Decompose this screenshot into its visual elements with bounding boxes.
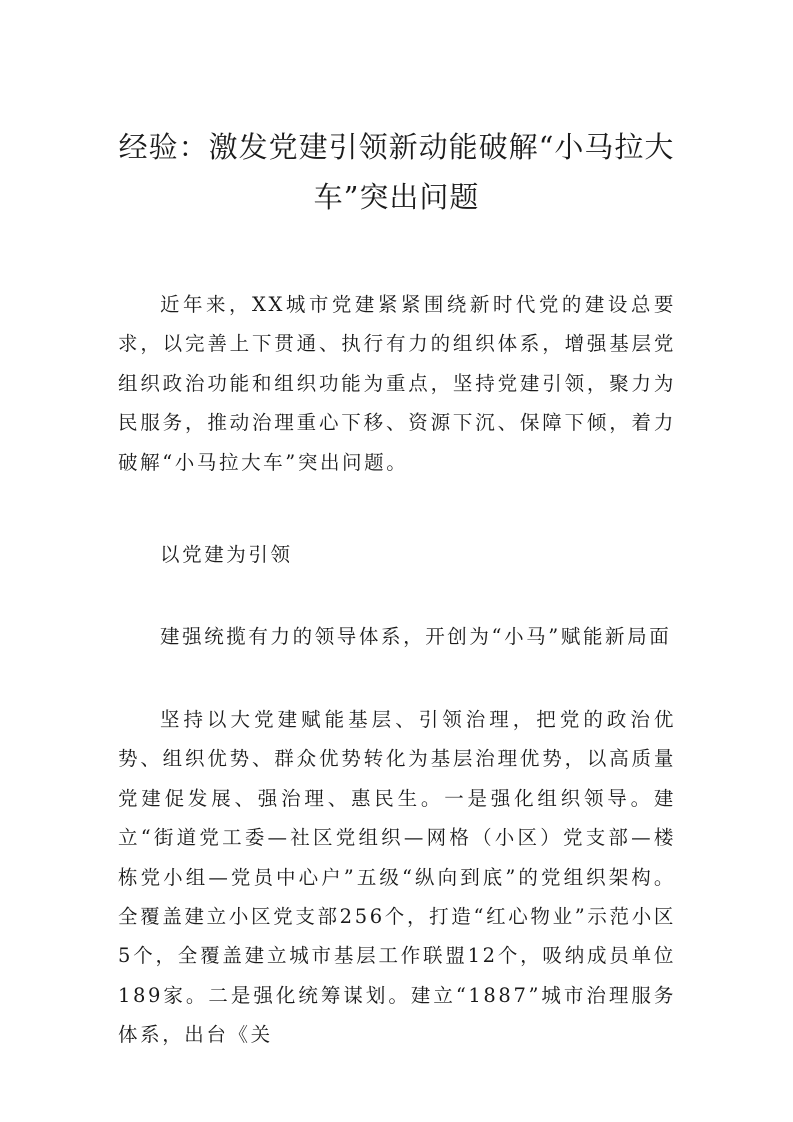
document-title: 经验：激发党建引领新动能破解“小马拉大车”突出问题: [118, 130, 675, 214]
section-heading: 以党建为引领: [160, 543, 293, 566]
intro-paragraph: 近年来，XX城市党建紧紧围绕新时代党的建设总要求，以完善上下贯通、执行有力的组织体系，增强基层党组织政治功能和组织功能为重点，坚持党建引领，聚力为民服务，推动治理重心下移、资源下沉、保障下倾，着力破解“小马拉大车”突出问题。: [118, 293, 676, 474]
section-subheading: 建强统揽有力的领导体系，开创为“小马”赋能新局面: [160, 625, 672, 648]
body-paragraph: 坚持以大党建赋能基层、引领治理，把党的政治优势、组织优势、群众优势转化为基层治理优势，以高质量党建促发展、强治理、惠民生。一是强化组织领导。建立“街道党工委—社区党组织—网格（小区）党支部—楼栋党小组—党员中心户”五级“纵向到底”的党组织架构。全覆盖建立小区党支部256个，打造“红心物业”示范小区5个，全覆盖建立城市基层工作联盟12个，吸纳成员单位189家。二是强化统筹谋划。建立“1887”城市治理服务体系，出台《关: [118, 708, 676, 1047]
